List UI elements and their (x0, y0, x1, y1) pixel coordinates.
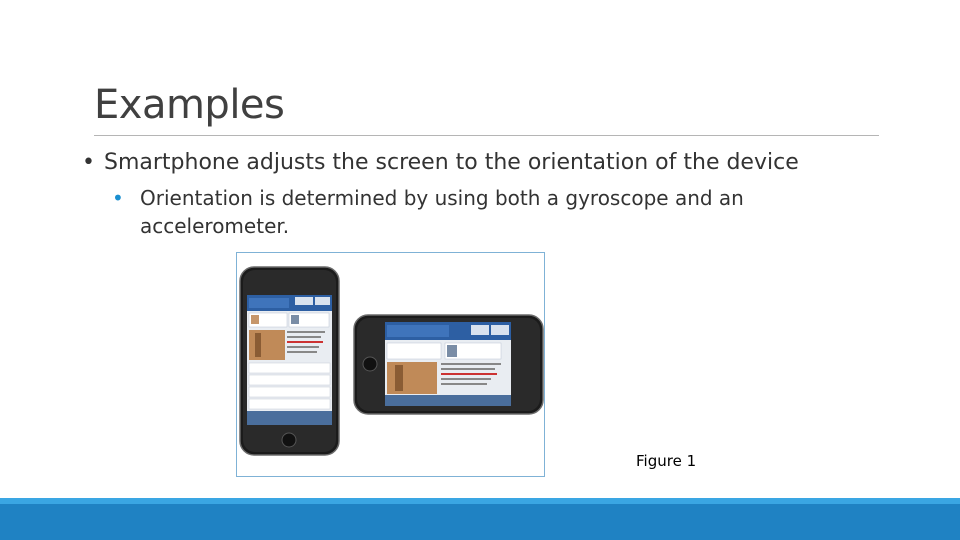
figure-image (236, 252, 545, 477)
portrait-phone (240, 267, 339, 455)
bullet-level-2 (112, 184, 812, 240)
figure-caption: Figure 1 (636, 452, 697, 470)
slide-title: Examples (94, 82, 285, 128)
footer-bar (0, 498, 960, 540)
bullet-text: Smartphone adjusts the screen to the orientation of the device (104, 150, 799, 175)
sub-bullet-glyph: • (112, 186, 124, 210)
footer-highlight-strip (0, 498, 960, 504)
sub-bullet-text: Orientation is determined by using both a gyroscope and an accelerometer. (140, 186, 744, 238)
landscape-phone (354, 315, 543, 414)
bullet-level-1 (82, 150, 799, 175)
bullet-glyph: • (82, 150, 95, 175)
title-divider (94, 135, 879, 136)
phones-illustration (237, 253, 544, 476)
